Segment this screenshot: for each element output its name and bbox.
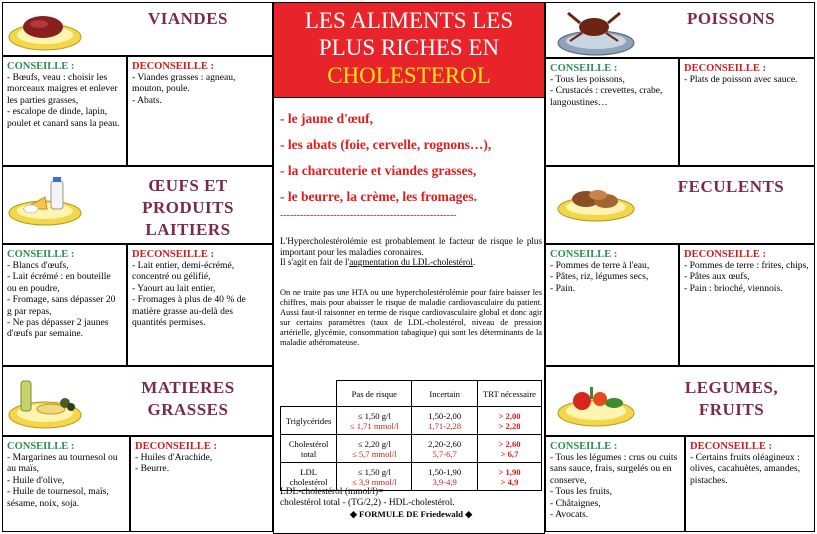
title-line-2: PLUS RICHES EN	[318, 35, 500, 60]
list-item: - Châtaignes,	[550, 497, 601, 509]
conseille-label: CONSEILLE :	[7, 249, 75, 260]
list-item: - Crustacés : crevettes, crabe, langoustines…	[550, 85, 663, 108]
legumes-conseille	[545, 436, 685, 532]
deconseille-label: DECONSEILLE :	[684, 63, 766, 74]
oeufs-conseille	[2, 244, 127, 366]
list-item: - Pommes de terre : frites, chips,	[684, 260, 809, 271]
list-item: - la charcuterie et viandes grasses,	[280, 163, 477, 178]
friedewald-formula: LDL-cholestérol (mmol/l)= cholestérol total - (TG/2,2) - HDL-cholestérol. ◆ FORMULE DE Friedewald ◆	[280, 487, 542, 520]
list-item: - Lait entier, demi-écrémé, concentré ou gélifié,	[132, 260, 235, 283]
table-row: Cholestérol total ≤ 2,20 g/l ≤ 5,7 mmol/l 2,20-2,60 5,7-6,7 > 2,60 > 6,7	[281, 435, 542, 463]
feculents-header	[545, 166, 815, 244]
lipid-table: Pas de risque Incertain TRT nécessaire Triglycérides ≤ 1,50 g/l ≤ 1,71 mmol/l 1,50-2,00 1,71-2,28 > 2,00 > 2,28 Cholestérol total ≤ 2,20 g/l ≤ 5,7 mmol/l 2,20-2,60 5,7-6,7 > 2,60 > 6,7 LDL cholestérol ≤ 1,50 g/l ≤ 3,9 mmol/l 1,50-1,90 3,9-4,9 > 1,90 > 4,9	[280, 380, 542, 491]
table-row: Triglycérides ≤ 1,50 g/l ≤ 1,71 mmol/l 1,50-2,00 1,71-2,28 > 2,00 > 2,28	[281, 407, 542, 435]
legumes-title: LEGUMES, FRUITS	[684, 378, 779, 419]
list-item: - escalope de dinde, lapin, poulet et canard sans la peau.	[7, 106, 120, 129]
rich-foods-list	[280, 106, 542, 210]
list-item: - Blancs d'œufs,	[7, 260, 69, 271]
table-row: LDL cholestérol ≤ 1,50 g/l ≤ 3,9 mmol/l 1,50-1,90 3,9-4,9 > 1,90 > 4,9	[281, 463, 542, 491]
title-line-3: CHOLESTEROL	[327, 63, 491, 88]
list-item: - Tous les poissons,	[550, 74, 625, 85]
matieres-conseille	[2, 436, 130, 532]
list-item: - Pommes de terre à l'eau,	[550, 260, 650, 271]
deconseille-label: DECONSEILLE :	[135, 441, 217, 452]
list-item: - Huile d'olive,	[7, 474, 65, 486]
conseille-label: CONSEILLE :	[7, 61, 75, 72]
list-item: - Lait écrémé : en bouteille ou en poudre,	[7, 271, 111, 294]
list-item: - Certains fruits oléagineux : olives, cacahuètes, amandes, pistaches.	[690, 452, 801, 486]
oeufs-header	[2, 166, 273, 244]
potato-plate-icon	[554, 177, 638, 225]
risk-paragraph: On ne traite pas une HTA ou une hypercholestérolémie pour faire baisser les chiffres, mais pour abaisser le risque de maladie cardiovasculaire du patient. Aussi faut-il raisonner en terme de risque cardiovasculaire global et donc agir sur certains paramètres (taux de LDL-cholestérol, niveau de pression artérielle, glycémie, consommation tabagique) qui sont les déterminants de la maladie athéromateuse.	[280, 288, 542, 347]
conseille-label: CONSEILLE :	[550, 441, 618, 452]
legumes-deconseille	[685, 436, 815, 532]
center-panel	[273, 98, 545, 534]
title-line-1: LES ALIMENTS LES	[304, 8, 514, 33]
list-item: - Pain : brioché, viennois.	[684, 282, 783, 294]
list-item: - Ne pas dépasser 2 jaunes d'œufs par semaine.	[7, 317, 109, 340]
deconseille-label: DECONSEILLE :	[690, 441, 772, 452]
list-item: - Bœufs, veau : choisir les morceaux maigres et enlever les parties grasses,	[7, 72, 118, 106]
legumes-header	[545, 366, 815, 436]
list-item: - Tous les légumes : crus ou cuits sans sauce, frais, surgelés ou en conserve,	[550, 452, 678, 486]
formula-caption: ◆ FORMULE DE Friedewald ◆	[349, 509, 473, 519]
list-item: - Margarines au tournesol ou au maïs,	[7, 452, 118, 475]
list-item: - Beurre.	[135, 463, 170, 475]
deconseille-label: DECONSEILLE :	[132, 61, 214, 72]
list-item: - Plats de poisson avec sauce.	[684, 74, 798, 85]
deconseille-label: DECONSEILLE :	[684, 249, 766, 260]
conseille-label: CONSEILLE :	[550, 63, 618, 74]
poissons-header	[545, 2, 815, 58]
feculents-conseille	[545, 244, 679, 366]
main-title	[273, 2, 545, 98]
feculents-title: FECULENTS	[677, 177, 785, 196]
separator: -----------------------------------------------------	[280, 210, 457, 221]
list-item: - les abats (foie, cervelle, rognons…),	[280, 137, 492, 152]
list-item: - Pâtes, riz, légumes secs,	[550, 271, 649, 283]
oeufs-deconseille	[127, 244, 273, 366]
list-item: - Avocats.	[550, 509, 589, 521]
list-item: - Huile de tournesol, maïs, sésame, noix, soja.	[7, 486, 109, 509]
list-item: - Tous les fruits,	[550, 486, 613, 498]
crab-fish-icon	[554, 5, 638, 57]
poissons-conseille	[545, 58, 679, 166]
feculents-deconseille	[679, 244, 815, 366]
poissons-title: POISSONS	[686, 9, 776, 28]
conseille-label: CONSEILLE :	[550, 249, 618, 260]
matieres-deconseille	[130, 436, 273, 532]
oil-plate-icon	[7, 373, 87, 431]
list-item: - Fromages à plus de 40 % de matière grasse au-delà des quantités permises.	[132, 294, 246, 329]
deconseille-label: DECONSEILLE :	[132, 249, 214, 260]
intro-paragraph: L'Hypercholestérolémie est probablement le facteur de risque le plus important pour les maladies coronaires. Il s'agit en fait de l'augmentation du LDL-cholestérol.	[280, 236, 542, 268]
list-item: - Pâtes aux œufs,	[684, 271, 750, 283]
list-item: - Fromage, sans dépasser 20 g par repas,	[7, 294, 116, 317]
viandes-title: VIANDES	[147, 9, 229, 28]
viandes-conseille	[2, 56, 127, 166]
viandes-header	[2, 2, 273, 56]
vegetable-plate-icon	[554, 373, 638, 429]
viandes-deconseille	[127, 56, 273, 166]
matieres-title: MATIERES GRASSES	[141, 378, 235, 419]
list-item: - Yaourt au lait entier,	[132, 282, 216, 294]
dairy-plate-icon	[7, 175, 87, 227]
list-item: - Viandes grasses : agneau, mouton, poule.	[132, 72, 236, 95]
list-item: - le jaune d'œuf,	[280, 111, 374, 126]
poissons-deconseille	[679, 58, 815, 166]
conseille-label: CONSEILLE :	[7, 441, 75, 452]
list-item: - Pain.	[550, 282, 576, 294]
list-item: - le beurre, la crème, les fromages.	[280, 189, 478, 204]
oeufs-title: ŒUFS ET PRODUITS LAITIERS	[142, 176, 234, 239]
list-item: - Huiles d'Arachide,	[135, 452, 213, 463]
matieres-header	[2, 366, 273, 436]
steak-plate-icon	[7, 7, 85, 53]
list-item: - Abats.	[132, 94, 162, 106]
